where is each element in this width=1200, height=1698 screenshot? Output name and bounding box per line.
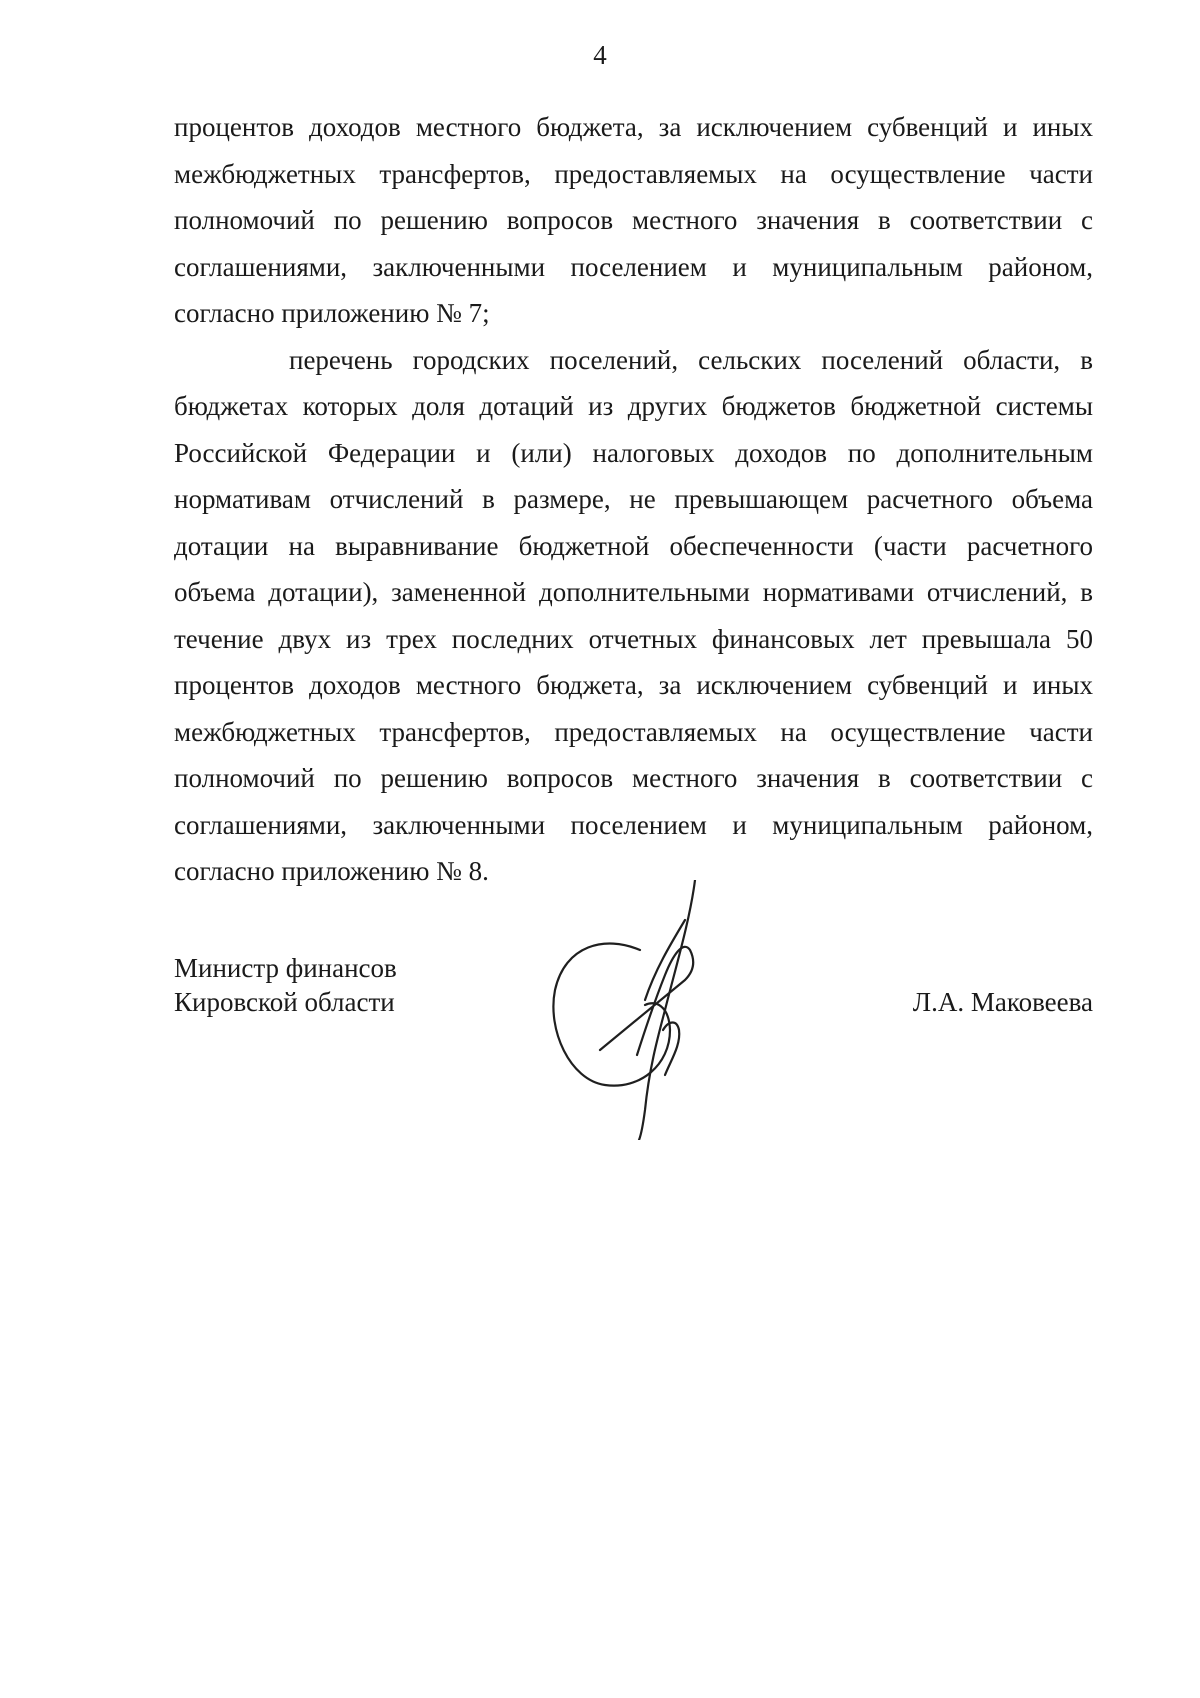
document-body	[174, 104, 1093, 895]
signer-title-line1: Министр финансов	[174, 953, 397, 983]
signer-name: Л.А. Маковеева	[912, 987, 1093, 1017]
paragraph-continuation: процентов доходов местного бюджета, за исключением субвенций и иных межбюджетных трансфертов, предоставляемых на осуществление части полномочий по решению вопросов местного значения в соответствии с соглашениями, заключенными поселением и муниципальным районом, согласно приложению № 7;	[174, 112, 1093, 328]
paragraph-settlements-list: перечень городских поселений, сельских поселений области, в бюджетах которых доля дотаций из других бюджетов бюджетной системы Российской Федерации и (или) налоговых доходов по дополнительным нормативам отчислений в размере, не превышающем расчетного объема дотации на выравнивание бюджетной обеспеченности (части расчетного объема дотации), замененной дополнительными нормативами отчислений, в течение двух из трех последних отчетных финансовых лет превышала 50 процентов доходов местного бюджета, за исключением субвенций и иных межбюджетных трансфертов, предоставляемых на осуществление части полномочий по решению вопросов местного значения в соответствии с соглашениями, заключенными поселением и муниципальным районом, согласно приложению № 8.	[174, 344, 1093, 886]
page-number: 4	[593, 40, 607, 70]
handwritten-signature-icon	[545, 880, 745, 1140]
signer-title-line2: Кировской области	[174, 987, 395, 1017]
signer-title	[174, 951, 397, 1019]
